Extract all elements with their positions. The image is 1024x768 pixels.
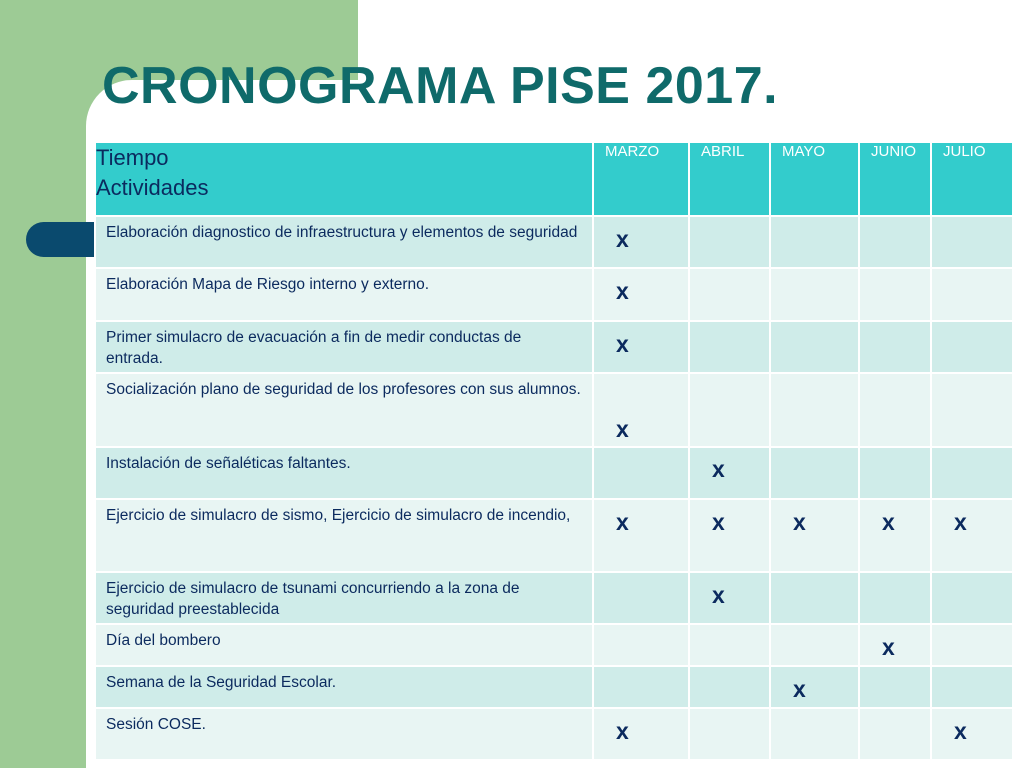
schedule-mark-mayo (770, 216, 859, 268)
schedule-mark-julio (931, 373, 1013, 447)
header-actividades: Actividades (96, 175, 209, 200)
schedule-mark-junio (859, 373, 931, 447)
schedule-mark-julio: x (931, 499, 1013, 572)
table-header-row (95, 142, 1013, 216)
schedule-mark-junio (859, 321, 931, 373)
schedule-mark-junio (859, 216, 931, 268)
schedule-mark-julio (931, 624, 1013, 666)
schedule-mark-abril: x (689, 499, 770, 572)
table-row (95, 373, 1013, 447)
table-row (95, 708, 1013, 760)
table-row (95, 624, 1013, 666)
schedule-mark-julio (931, 572, 1013, 624)
table-row (95, 572, 1013, 624)
schedule-mark-marzo (593, 572, 689, 624)
slide-title: CRONOGRAMA PISE 2017. (102, 57, 779, 115)
accent-tab (26, 222, 98, 257)
schedule-mark-abril (689, 708, 770, 760)
schedule-mark-marzo: x (593, 321, 689, 373)
schedule-mark-junio (859, 708, 931, 760)
schedule-mark-mayo (770, 447, 859, 499)
schedule-mark-junio (859, 447, 931, 499)
table-row (95, 499, 1013, 572)
header-tiempo-actividades (95, 142, 593, 216)
schedule-mark-marzo (593, 624, 689, 666)
schedule-mark-mayo (770, 708, 859, 760)
schedule-mark-julio (931, 666, 1013, 708)
schedule-mark-marzo: x (593, 216, 689, 268)
schedule-mark-abril (689, 321, 770, 373)
schedule-mark-junio (859, 572, 931, 624)
activity-cell: Primer simulacro de evacuación a fin de medir conductas de entrada. (95, 321, 593, 373)
table-row (95, 321, 1013, 373)
activity-cell: Instalación de señaléticas faltantes. (95, 447, 593, 499)
schedule-mark-julio (931, 268, 1013, 321)
schedule-mark-abril (689, 268, 770, 321)
schedule-mark-mayo (770, 624, 859, 666)
activity-cell: Socialización plano de seguridad de los profesores con sus alumnos. (95, 373, 593, 447)
schedule-mark-marzo: x (593, 708, 689, 760)
schedule-mark-mayo: x (770, 666, 859, 708)
schedule-table (94, 141, 1014, 761)
schedule-mark-junio: x (859, 624, 931, 666)
activity-cell: Ejercicio de simulacro de tsunami concurriendo a la zona de seguridad preestablecida (95, 572, 593, 624)
activity-cell: Elaboración diagnostico de infraestructura y elementos de seguridad (95, 216, 593, 268)
activity-cell: Sesión COSE. (95, 708, 593, 760)
schedule-mark-abril: x (689, 447, 770, 499)
schedule-mark-junio: x (859, 499, 931, 572)
schedule-mark-marzo: x (593, 268, 689, 321)
schedule-mark-marzo: x (593, 373, 689, 447)
activity-cell: Semana de la Seguridad Escolar. (95, 666, 593, 708)
month-header-marzo: MARZO (593, 142, 689, 216)
schedule-mark-abril: x (689, 572, 770, 624)
schedule-mark-abril (689, 624, 770, 666)
schedule-mark-mayo: x (770, 499, 859, 572)
schedule-mark-mayo (770, 373, 859, 447)
schedule-mark-mayo (770, 572, 859, 624)
month-header-julio: JULIO (931, 142, 1013, 216)
schedule-mark-marzo (593, 447, 689, 499)
table-row (95, 666, 1013, 708)
month-header-abril: ABRIL (689, 142, 770, 216)
table-row (95, 447, 1013, 499)
schedule-mark-julio: x (931, 708, 1013, 760)
schedule-mark-abril (689, 666, 770, 708)
schedule-mark-junio (859, 666, 931, 708)
schedule-mark-abril (689, 216, 770, 268)
activity-cell: Ejercicio de simulacro de sismo, Ejercicio de simulacro de incendio, (95, 499, 593, 572)
header-tiempo: Tiempo (96, 145, 169, 170)
table-row (95, 216, 1013, 268)
schedule-mark-marzo (593, 666, 689, 708)
schedule-mark-julio (931, 447, 1013, 499)
schedule-mark-mayo (770, 268, 859, 321)
schedule-mark-julio (931, 321, 1013, 373)
schedule-mark-junio (859, 268, 931, 321)
table-row (95, 268, 1013, 321)
activity-cell: Día del bombero (95, 624, 593, 666)
month-header-junio: JUNIO (859, 142, 931, 216)
schedule-body (95, 216, 1013, 760)
schedule-mark-julio (931, 216, 1013, 268)
month-header-mayo: MAYO (770, 142, 859, 216)
schedule-mark-mayo (770, 321, 859, 373)
schedule-mark-abril (689, 373, 770, 447)
activity-cell: Elaboración Mapa de Riesgo interno y externo. (95, 268, 593, 321)
schedule-mark-marzo: x (593, 499, 689, 572)
